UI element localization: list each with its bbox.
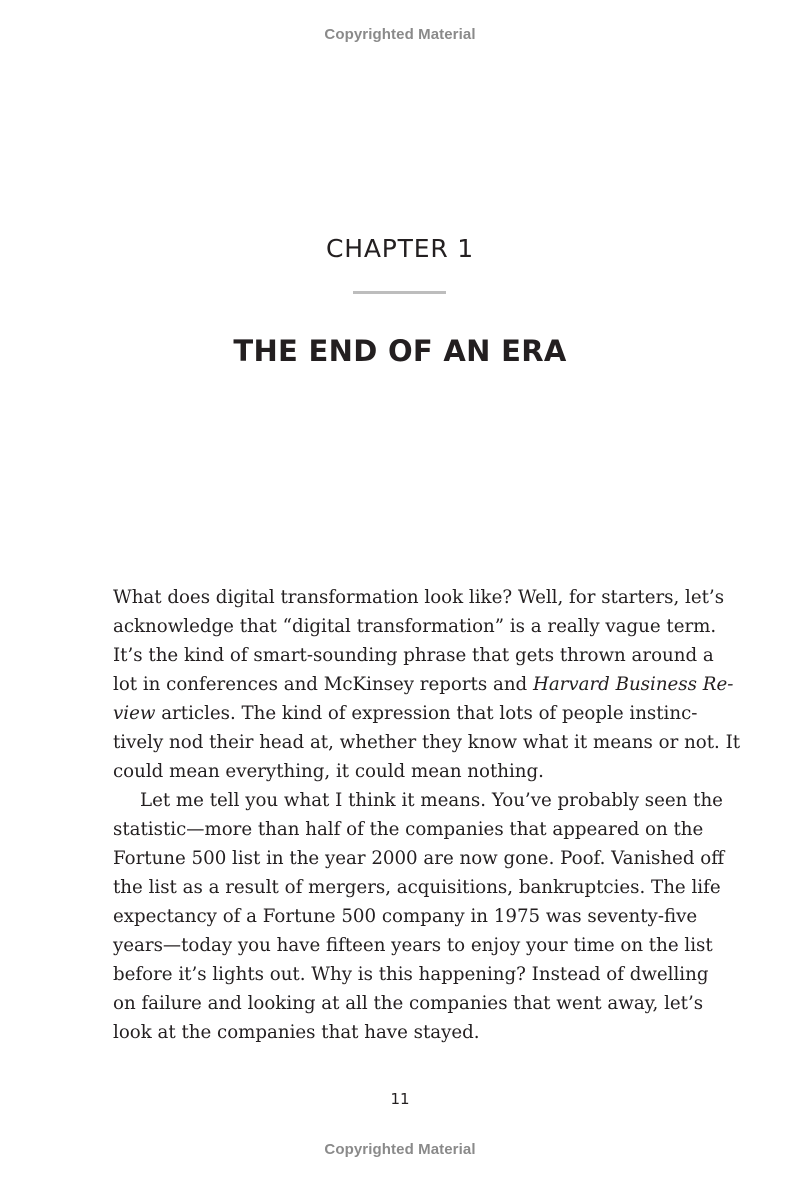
- chapter-label: CHAPTER 1: [326, 234, 474, 263]
- text-line: Let me tell you what I think it means. You’ve probably seen the: [140, 790, 723, 811]
- body-text: [113, 583, 741, 1047]
- text-line: statistic—more than half of the companies that appeared on the: [113, 819, 704, 840]
- copyright-watermark-top: Copyrighted Material: [324, 26, 476, 43]
- text-line: the list as a result of mergers, acquisitions, bankruptcies. The life: [113, 877, 721, 898]
- chapter-divider: [353, 291, 446, 294]
- text-line: years—today you have fifteen years to enjoy your time on the list: [113, 935, 713, 956]
- text-line: look at the companies that have stayed.: [113, 1022, 480, 1043]
- copyright-watermark-bottom: Copyrighted Material: [324, 1141, 476, 1158]
- text-line: on failure and looking at all the companies that went away, let’s: [113, 993, 704, 1014]
- text-line: before it’s lights out. Why is this happening? Instead of dwelling: [113, 964, 709, 985]
- text-line: tively nod their head at, whether they know what it means or not. It: [113, 732, 741, 753]
- book-title-italic: view: [113, 703, 156, 724]
- text-fragment: articles. The kind of expression that lots of people instinc-: [155, 703, 698, 724]
- text-line: [113, 670, 734, 699]
- text-fragment: lot in conferences and McKinsey reports and: [113, 674, 533, 695]
- text-line: [113, 699, 698, 728]
- text-line: could mean everything, it could mean nothing.: [113, 761, 544, 782]
- text-line: Fortune 500 list in the year 2000 are now gone. Poof. Vanished off: [113, 848, 725, 869]
- chapter-title: THE END OF AN ERA: [233, 334, 567, 368]
- book-title-italic: Harvard Business Re-: [532, 674, 734, 695]
- text-line: acknowledge that “digital transformation” is a really vague term.: [113, 616, 717, 637]
- text-line: expectancy of a Fortune 500 company in 1975 was seventy-five: [113, 906, 698, 927]
- page-number: 11: [390, 1090, 410, 1108]
- text-line: It’s the kind of smart-sounding phrase that gets thrown around a: [113, 645, 714, 666]
- text-line: What does digital transformation look like? Well, for starters, let’s: [113, 587, 725, 608]
